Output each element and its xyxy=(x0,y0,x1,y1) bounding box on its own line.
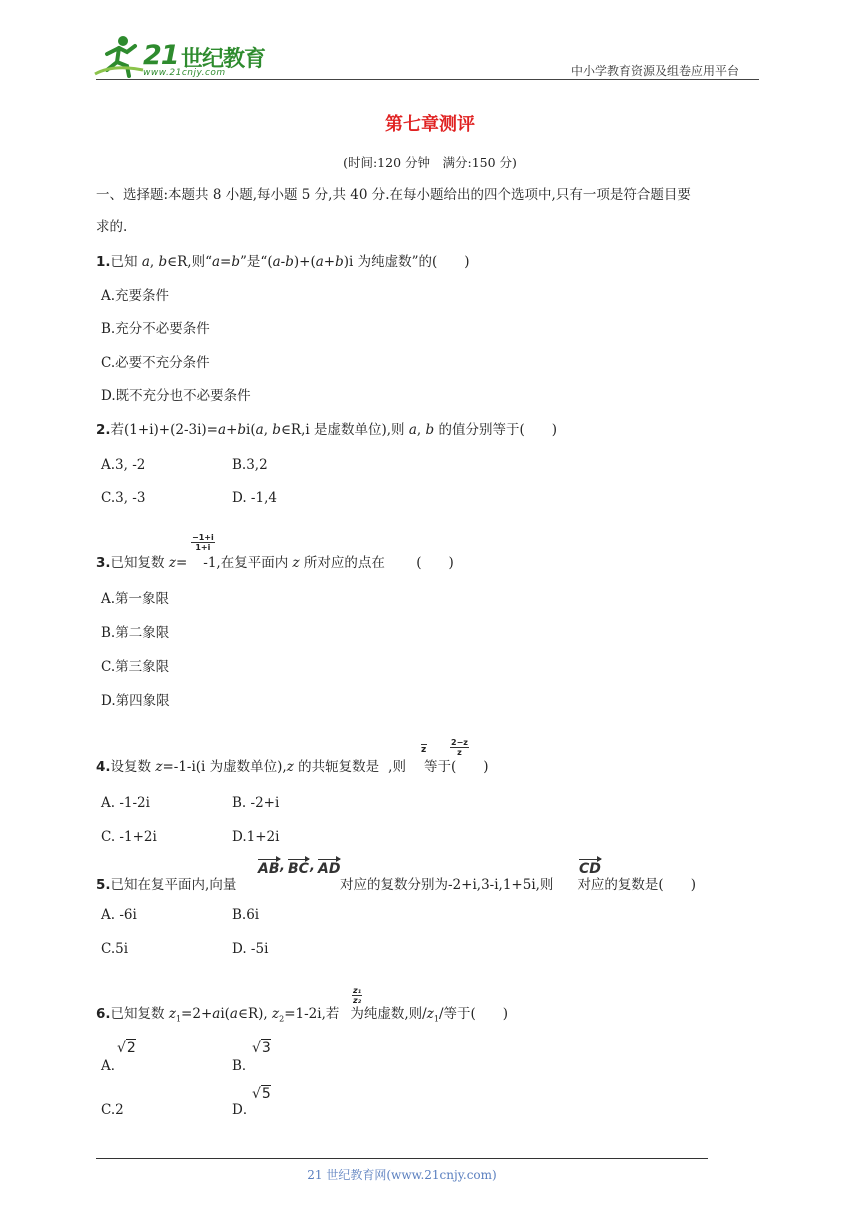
fraction-denominator: z₂ xyxy=(353,996,362,1005)
question-6: 6.已知复数 $z_1=2+ai(a\in R)$, $z_2=1-2i$,若 为纯虚数,则$/z_1/$等于( ) xyxy=(96,1006,509,1024)
question-number: 3. xyxy=(96,555,111,571)
q3-option-b[interactable]: B.第二象限 xyxy=(101,625,170,641)
question-5: 5.已知在复平面内,向量 xyxy=(96,877,237,893)
q3-option-c[interactable]: C.第三象限 xyxy=(101,659,170,675)
q6-option-c[interactable]: C.2 xyxy=(101,1102,124,1118)
question-number: 4. xyxy=(96,759,111,775)
q4-option-c[interactable]: C. -1+2i xyxy=(101,829,157,845)
q6-sqrt-2: √2 xyxy=(117,1040,136,1056)
footer-divider xyxy=(96,1158,708,1159)
fraction-numerator: z₁ xyxy=(353,986,362,995)
q5-option-b[interactable]: B.6i xyxy=(232,907,260,923)
exam-info: (时间:120 分钟 满分:150 分) xyxy=(343,155,517,170)
q6-option-d[interactable]: D． xyxy=(232,1102,257,1118)
vector-sep-1: , xyxy=(280,859,285,874)
header-platform-text: 中小学教育资源及组卷应用平台 xyxy=(571,64,740,78)
question-4: 4.设复数 z=-1-i(i 为虚数单位),z 的共轭复数是 ,则 等于( ) xyxy=(96,759,489,775)
q6-fraction xyxy=(352,986,362,1005)
q2-option-d[interactable]: D. -1,4 xyxy=(232,490,277,506)
q5-option-c[interactable]: C.5i xyxy=(101,941,129,957)
q5-option-a[interactable]: A. -6i xyxy=(101,907,137,923)
question-3: 3.已知复数 z= -1,在复平面内 z 所对应的点在 ( ) xyxy=(96,555,454,571)
logo-number: 21 xyxy=(143,40,179,71)
q5-option-d[interactable]: D. -5i xyxy=(232,941,269,957)
q6-sqrt-3: √3 xyxy=(252,1040,271,1056)
q6-option-a[interactable]: A． xyxy=(101,1058,125,1074)
question-number: 1. xyxy=(96,254,111,270)
fraction-denominator: 1+i xyxy=(195,543,211,552)
q1-option-a[interactable]: A.充要条件 xyxy=(101,288,170,304)
question-5-cont: 对应的复数分别为-2+i,3-i,1+5i,则 对应的复数是( ) xyxy=(340,877,696,893)
question-2: 2.若(1+i)+(2-3i)=a+bi(a, b∈R,i 是虚数单位),则 a, b 的值分别等于( ) xyxy=(96,422,557,438)
vector-cd: CD xyxy=(579,861,601,877)
section-intro-line1: 一、选择题:本题共 8 小题,每小题 5 分,共 40 分.在每小题给出的四个选项中,只有一项是符合题目要 xyxy=(96,187,691,203)
q2-option-c[interactable]: C.3, -3 xyxy=(101,490,146,506)
footer-text: 21 世纪教育网(www.21cnjy.com) xyxy=(307,1168,497,1182)
q4-fraction xyxy=(450,738,469,757)
q4-option-b[interactable]: B. -2+i xyxy=(232,795,280,811)
section-intro-line2: 求的. xyxy=(96,219,128,235)
q1-option-d[interactable]: D.既不充分也不必要条件 xyxy=(101,388,251,404)
vector-sep-2: , xyxy=(310,859,315,874)
q3-option-a[interactable]: A.第一象限 xyxy=(101,591,170,607)
question-1: 1.已知 a, b∈R,则“a=b”是“(a-b)+(a+b)i 为纯虚数”的( ) xyxy=(96,254,470,270)
fraction-numerator: 2−z xyxy=(451,738,468,747)
question-number: 6. xyxy=(96,1006,111,1022)
q4-option-a[interactable]: A. -1-2i xyxy=(101,795,150,811)
vector-bc: BC xyxy=(288,861,309,877)
logo-text: 世纪教育 xyxy=(181,47,266,72)
q6-sqrt-5: √5 xyxy=(252,1086,271,1102)
page-title: 第七章测评 xyxy=(385,114,475,135)
vector-ad: AD xyxy=(318,861,341,877)
q4-zbar: z xyxy=(421,745,427,755)
q6-option-b[interactable]: B． xyxy=(232,1058,256,1074)
q4-option-d[interactable]: D.1+2i xyxy=(232,829,280,845)
fraction-numerator: −1+i xyxy=(192,533,214,542)
question-number: 2. xyxy=(96,422,111,438)
q3-option-d[interactable]: D.第四象限 xyxy=(101,693,170,709)
running-man-logo-icon xyxy=(93,34,145,78)
logo-url: www.21cnjy.com xyxy=(143,68,226,78)
q1-option-c[interactable]: C.必要不充分条件 xyxy=(101,355,210,371)
header-divider xyxy=(96,79,759,80)
fraction-denominator: z xyxy=(457,748,462,757)
q2-option-b[interactable]: B.3,2 xyxy=(232,457,268,473)
q2-option-a[interactable]: A.3, -2 xyxy=(101,457,146,473)
q1-option-b[interactable]: B.充分不必要条件 xyxy=(101,321,210,337)
vector-ab: AB xyxy=(258,861,280,877)
q3-fraction xyxy=(191,533,215,552)
question-number: 5. xyxy=(96,877,111,893)
